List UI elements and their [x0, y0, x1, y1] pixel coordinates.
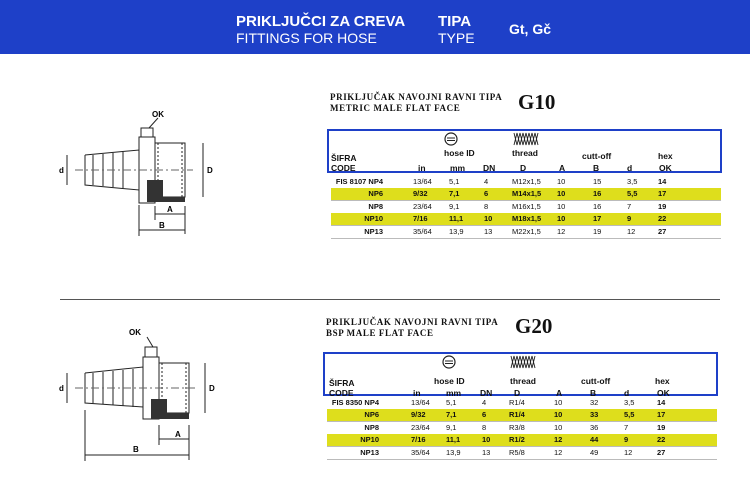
g20-cell-dn: 10: [482, 435, 491, 445]
g10-col-hose-id: hose ID: [444, 148, 475, 158]
g20-col-thread: thread: [510, 376, 536, 386]
g20-cell-a: 10: [554, 410, 563, 420]
g20-table-row: [327, 434, 717, 446]
g20-cell-mm: 13,9: [446, 447, 461, 457]
g20-col-d: d: [624, 388, 630, 398]
g10-cell-a: 12: [557, 226, 566, 236]
g10-col-sifra: ŠIFRA: [331, 153, 357, 163]
g20-table-row: [327, 397, 717, 409]
g20-cell-d: 7: [624, 422, 629, 432]
g20-col-dn: DN: [480, 388, 493, 398]
header-tipa-local: TIPA: [438, 13, 472, 30]
g10-cell-b: 17: [593, 214, 602, 224]
g10-cell-hex: 14: [658, 177, 667, 186]
g20-code: G20: [515, 314, 553, 338]
g10-cell-dn: 6: [484, 189, 489, 199]
g10-cell-thread: M22x1,5: [512, 226, 541, 236]
g10-cell-hex: 17: [658, 189, 667, 199]
g10-col-hex: hex: [658, 151, 673, 161]
g20-cell-dn: 8: [482, 422, 487, 432]
g10-cell-hex: 27: [658, 226, 667, 236]
g10-cell-mm: 13,9: [449, 226, 464, 236]
g10-cell-in: 13/64: [413, 177, 432, 186]
g10-cell-b: 19: [593, 226, 602, 236]
g20-cell-b: 33: [590, 410, 599, 420]
g20-subtitle-local: PRIKLJUČAK NAVOJNI RAVNI TIPA: [326, 317, 499, 327]
g10-cell-hex: 19: [658, 201, 667, 211]
g10-table-row: [331, 226, 721, 238]
g20-cell-thread: R3/8: [509, 422, 525, 432]
g20-cell-hex: 22: [657, 435, 666, 445]
g20-cell-a: 10: [554, 398, 563, 407]
g10-col-in: in: [418, 163, 426, 173]
label-D: D: [209, 384, 215, 393]
label-A: A: [175, 430, 181, 439]
g20-cell-in: 13/64: [411, 398, 430, 407]
g20-table-row: [327, 409, 717, 421]
g10-subtitle-en: METRIC MALE FLAT FACE: [330, 103, 461, 113]
label-D: D: [207, 166, 213, 175]
g10-subtitle-local: PRIKLJUČAK NAVOJNI RAVNI TIPA: [330, 92, 503, 102]
g10-cell-code: FIS 8107 NP4: [335, 177, 383, 186]
g10-cell-code: NP6: [368, 189, 383, 199]
g20-col-hose-id: hose ID: [434, 376, 465, 386]
g10-code: G10: [518, 90, 556, 114]
g20-cell-b: 36: [590, 422, 599, 432]
g20-cell-d: 5,5: [624, 410, 635, 420]
section-divider: [60, 299, 720, 300]
g20-table-row: [327, 422, 717, 434]
g10-col-cutoff: cutt-off: [582, 151, 612, 161]
g20-col-code: CODE: [329, 388, 354, 398]
g10-col-thread: thread: [512, 148, 538, 158]
hose-section-icon: [442, 355, 456, 369]
g10-cell-b: 16: [593, 201, 602, 211]
label-B: B: [159, 221, 165, 230]
g20-cell-code: NP13: [360, 447, 379, 457]
g20-cell-in: 7/16: [411, 435, 426, 445]
label-d: d: [59, 166, 64, 175]
g20-cell-mm: 5,1: [446, 398, 457, 407]
g10-cell-in: 35/64: [413, 226, 432, 236]
fitting-drawing-g10: [45, 110, 235, 245]
fitting-drawing-g20: [45, 325, 235, 465]
g10-cell-mm: 11,1: [449, 214, 464, 224]
label-B: B: [133, 445, 139, 454]
g10-col-code: CODE: [331, 163, 356, 173]
g20-cell-mm: 11,1: [446, 435, 461, 445]
g10-cell-thread: M12x1,5: [512, 177, 541, 186]
thread-icon: [512, 131, 540, 147]
g20-cell-mm: 9,1: [446, 422, 457, 432]
g10-col-mm: mm: [450, 163, 466, 173]
g20-cell-dn: 4: [482, 398, 487, 407]
g10-cell-a: 10: [557, 177, 566, 186]
g20-table-row: [327, 447, 717, 459]
g20-cell-hex: 27: [657, 447, 666, 457]
g20-cell-code: NP10: [360, 435, 379, 445]
g20-cell-d: 3,5: [624, 398, 635, 407]
g20-col-A: A: [556, 388, 563, 398]
g10-cell-d: 7: [627, 201, 632, 211]
g10-cell-d: 12: [627, 226, 636, 236]
g10-cell-thread: M16x1,5: [512, 201, 541, 211]
g20-col-cutoff: cutt-off: [581, 376, 611, 386]
g20-cell-hex: 19: [657, 422, 666, 432]
g20-cell-d: 12: [624, 447, 633, 457]
g20-cell-code: NP8: [364, 422, 379, 432]
g20-cell-thread: R1/2: [509, 435, 525, 445]
header-tipa-en: TYPE: [438, 30, 475, 46]
g20-col-D: D: [514, 388, 521, 398]
g20-cell-a: 12: [554, 447, 563, 457]
g20-cell-in: 9/32: [411, 410, 426, 420]
g10-cell-b: 16: [593, 189, 602, 199]
header-title-local: PRIKLJUČCI ZA CREVA: [236, 13, 406, 30]
g20-subtitle-en: BSP MALE FLAT FACE: [326, 328, 434, 338]
g10-col-d: d: [627, 163, 633, 173]
label-d: d: [59, 384, 64, 393]
g10-cell-hex: 22: [658, 214, 667, 224]
g10-col-dn: DN: [483, 163, 496, 173]
g20-cell-b: 32: [590, 398, 599, 407]
label-ok: OK: [152, 110, 164, 119]
g10-cell-dn: 10: [484, 214, 493, 224]
g10-table-row: [331, 176, 721, 188]
g20-cell-code: NP6: [364, 410, 379, 420]
g20-cell-in: 35/64: [411, 447, 430, 457]
g10-cell-mm: 9,1: [449, 201, 460, 211]
thread-icon: [509, 354, 537, 370]
g20-cell-b: 49: [590, 447, 599, 457]
g20-cell-hex: 14: [657, 398, 666, 407]
g20-cell-d: 9: [624, 435, 629, 445]
g20-cell-thread: R1/4: [509, 398, 525, 407]
g10-col-B: B: [593, 163, 600, 173]
g10-cell-in: 23/64: [413, 201, 432, 211]
g10-col-ok: OK: [659, 163, 672, 173]
g20-cell-thread: R1/4: [509, 410, 525, 420]
g10-cell-d: 5,5: [627, 189, 638, 199]
g10-cell-dn: 4: [484, 177, 489, 186]
g10-table-row: [331, 201, 721, 213]
g20-row-divider: [327, 459, 717, 460]
g10-cell-dn: 8: [484, 201, 489, 211]
g20-cell-code: FIS 8350 NP4: [331, 398, 379, 407]
g10-cell-a: 10: [557, 214, 566, 224]
g10-cell-mm: 5,1: [449, 177, 460, 186]
g10-cell-code: NP10: [364, 214, 383, 224]
g20-cell-a: 12: [554, 435, 563, 445]
g10-table-row: [331, 188, 721, 200]
hose-section-icon: [444, 132, 458, 146]
g10-cell-dn: 13: [484, 226, 493, 236]
g10-col-D: D: [520, 163, 527, 173]
g10-cell-a: 10: [557, 189, 566, 199]
g10-cell-thread: M18x1,5: [512, 214, 542, 224]
g20-cell-b: 44: [590, 435, 599, 445]
g20-cell-thread: R5/8: [509, 447, 525, 457]
g20-cell-dn: 6: [482, 410, 487, 420]
g20-cell-hex: 17: [657, 410, 666, 420]
g10-table-row: [331, 213, 721, 225]
label-ok: OK: [129, 328, 141, 337]
g10-cell-mm: 7,1: [449, 189, 460, 199]
g10-cell-code: NP13: [364, 226, 383, 236]
g10-cell-d: 3,5: [627, 177, 638, 186]
g20-col-mm: mm: [446, 388, 462, 398]
header-banner: [0, 0, 750, 54]
g20-cell-dn: 13: [482, 447, 491, 457]
header-title-en: FITTINGS FOR HOSE: [236, 30, 377, 46]
g10-col-A: A: [559, 163, 566, 173]
g20-cell-a: 10: [554, 422, 563, 432]
g10-cell-a: 10: [557, 201, 566, 211]
g20-col-B: B: [590, 388, 597, 398]
g20-col-hex: hex: [655, 376, 670, 386]
label-A: A: [167, 205, 173, 214]
g20-cell-mm: 7,1: [446, 410, 457, 420]
g10-cell-code: NP8: [368, 201, 383, 211]
header-types: Gt, Gč: [509, 21, 552, 37]
g10-cell-b: 15: [593, 177, 602, 186]
g10-cell-in: 7/16: [413, 214, 428, 224]
g20-cell-in: 23/64: [411, 422, 430, 432]
g10-row-divider: [331, 238, 721, 239]
g10-cell-d: 9: [627, 214, 632, 224]
g10-cell-thread: M14x1,5: [512, 189, 542, 199]
g20-col-ok: OK: [657, 388, 670, 398]
g20-col-in: in: [413, 388, 421, 398]
g10-cell-in: 9/32: [413, 189, 428, 199]
g20-col-sifra: ŠIFRA: [329, 378, 355, 388]
